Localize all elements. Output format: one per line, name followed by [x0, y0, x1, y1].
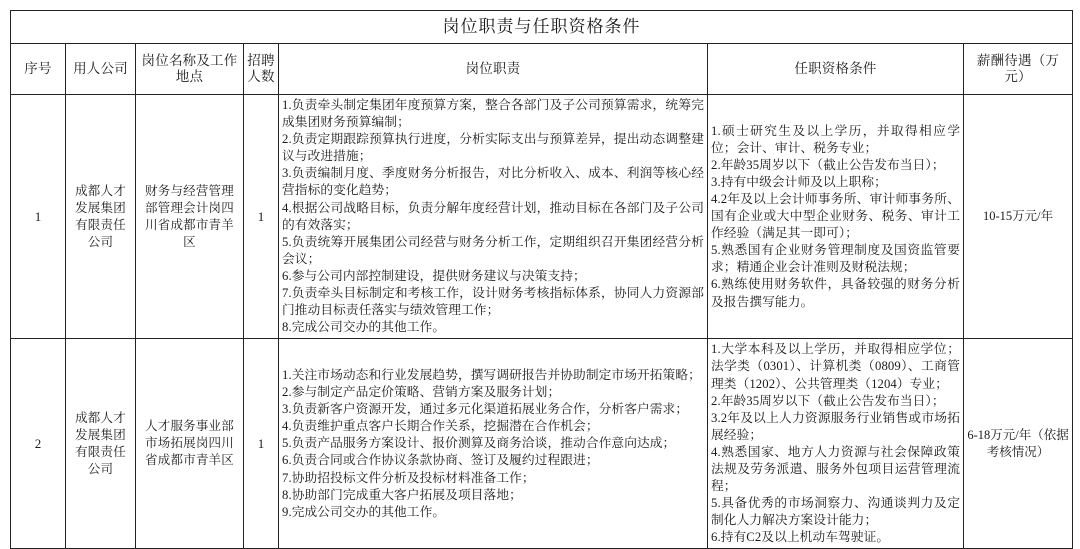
list-item: 8.完成公司交办的其他工作。: [282, 320, 446, 335]
list-item: 5.负责统筹开展集团公司经营与财务分析工作，定期组织召开集团经营分析会议；: [282, 234, 704, 266]
table-row: [11, 339, 1073, 549]
cell-duties: [279, 95, 708, 339]
list-item: 7.协助招投标文件分析及投标材料准备工作；: [282, 470, 535, 485]
cell-qualifications: [708, 339, 964, 549]
cell-position: 财务与经营管理部管理会计岗四川省成都市青羊区: [136, 95, 244, 339]
table-title-row: [11, 11, 1073, 44]
cell-index: 1: [11, 95, 66, 339]
header-duties: 岗位职责: [279, 44, 708, 95]
header-position: 岗位名称及工作地点: [136, 44, 244, 95]
cell-duties: [279, 339, 708, 549]
cell-position: 人才服务事业部市场拓展岗四川省成都市青羊区: [136, 339, 244, 549]
list-item: 5.熟悉国有企业财务管理制度及国资监管要求；精通企业会计准则及财税法规；: [711, 243, 960, 275]
cell-qualifications: [708, 95, 964, 339]
header-headcount: 招聘人数: [244, 44, 279, 95]
list-item: 3.2年及以上人力资源服务行业销售或市场拓展经验；: [711, 410, 960, 442]
cell-salary: 10-15万元/年: [964, 95, 1073, 339]
list-item: 6.参与公司内部控制建设，提供财务建议与决策支持；: [282, 268, 586, 283]
list-item: 5.具备优秀的市场洞察力、沟通谈判力及定制化人力解决方案设计能力；: [711, 496, 960, 528]
cell-headcount: 1: [244, 339, 279, 549]
header-salary: 薪酬待遇（万元）: [964, 44, 1073, 95]
list-item: 3.持有中级会计师及以上职称；: [711, 174, 887, 189]
list-item: 1.硕士研究生及以上学历，并取得相应学位；会计、审计、税务专业；: [711, 123, 960, 155]
cell-headcount: 1: [244, 95, 279, 339]
list-item: 4.负责维护重点客户长期合作关系，挖掘潜在合作机会；: [282, 419, 599, 434]
list-item: 2.参与制定产品定价策略、营销方案及服务计划；: [282, 385, 561, 400]
cell-salary: 6-18万元/年（依据考核情况）: [964, 339, 1073, 549]
list-item: 3.负责新客户资源开发，通过多元化渠道拓展业务合作，分析客户需求；: [282, 402, 689, 417]
list-item: 1.关注市场动态和行业发展趋势，撰写调研报告并协助制定市场开拓策略；: [282, 367, 701, 382]
list-item: 8.协助部门完成重大客户拓展及项目落地；: [282, 487, 522, 502]
list-item: 2.年龄35周岁以下（截止公告发布当日）；: [711, 157, 945, 172]
list-item: 2.负责定期跟踪预算执行进度，分析实际支出与预算差异，提出动态调整建议与改进措施；: [282, 132, 704, 164]
header-company: 用人公司: [66, 44, 136, 95]
list-item: 9.完成公司交办的其他工作。: [282, 504, 446, 519]
list-item: 7.负责牵头目标制定和考核工作，设计财务考核指标体系，协同人力资源部门推动目标责任落实与绩效管理工作；: [282, 286, 704, 318]
cell-company: 成都人才发展集团有限责任公司: [66, 95, 136, 339]
header-index: 序号: [11, 44, 66, 95]
table-header-row: [11, 44, 1073, 95]
page-title: 岗位职责与任职资格条件: [11, 11, 1073, 44]
header-qualifications: 任职资格条件: [708, 44, 964, 95]
list-item: 1.大学本科及以上学历，并取得相应学位；法学类（0301）、计算机类（0809）、工商管理类（1202）、公共管理类（1204）专业；: [711, 342, 960, 391]
cell-company: 成都人才发展集团有限责任公司: [66, 339, 136, 549]
list-item: 4.2年及以上会计师事务所、审计师事务所、国有企业或大中型企业财务、税务、审计工作经验（满足其一即可）；: [711, 192, 960, 241]
list-item: 4.根据公司战略目标，负责分解年度经营计划，推动目标在各部门及子公司的有效落实；: [282, 200, 704, 232]
cell-index: 2: [11, 339, 66, 549]
list-item: 4.熟悉国家、地方人力资源与社会保障政策法规及劳务派遣、服务外包项目运营管理流程；: [711, 444, 960, 494]
list-item: 1.负责牵头制定集团年度预算方案，整合各部门及子公司预算需求，统筹完成集团财务预算编制；: [282, 98, 704, 130]
list-item: 6.持有C2及以上机动车驾驶证。: [711, 530, 890, 545]
list-item: 6.熟练使用财务软件，具备较强的财务分析及报告撰写能力。: [711, 277, 960, 309]
list-item: 5.负责产品服务方案设计、报价测算及商务洽谈，推动合作意向达成；: [282, 436, 676, 451]
list-item: 3.负责编制月度、季度财务分析报告，对比分析收入、成本、利润等核心经营指标的变化趋势；: [282, 166, 704, 198]
job-listing-table: [10, 10, 1073, 549]
list-item: 6.负责合同或合作协议条款协商、签订及履约过程跟进；: [282, 453, 599, 468]
table-row: [11, 95, 1073, 339]
list-item: 2.年龄35周岁以下（截止公告发布当日）；: [711, 393, 945, 408]
